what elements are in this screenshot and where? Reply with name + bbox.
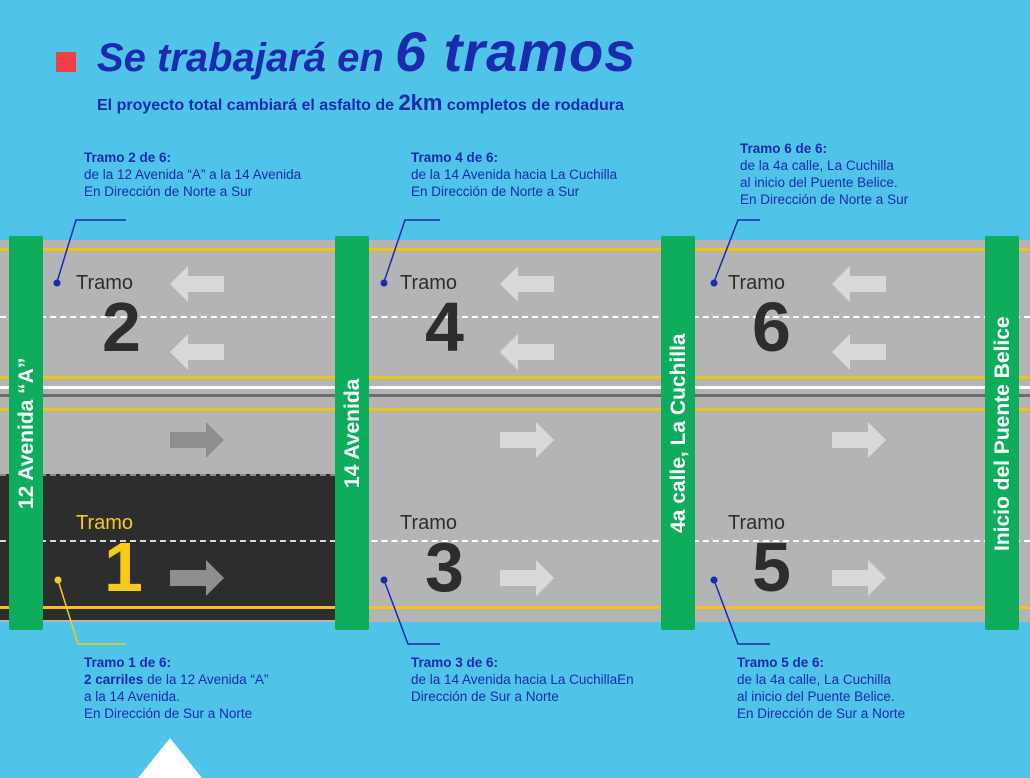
callout-line: al inicio del Puente Belice. — [737, 689, 895, 704]
callout-title: Tramo 3 de 6: — [411, 655, 499, 670]
callout-line: al inicio del Puente Belice. — [740, 175, 898, 190]
callout-title: Tramo 6 de 6: — [740, 141, 828, 156]
tramo-1-number: 1 — [104, 528, 143, 606]
callout-line: de la 14 Avenida hacia La CuchillaEn — [411, 672, 634, 687]
callout-tramo-4 — [411, 149, 617, 200]
callout-title: Tramo 1 de 6: — [84, 655, 172, 670]
callout-line: de la 4a calle, La Cuchilla — [740, 158, 894, 173]
title-highlight: 6 tramos — [394, 20, 637, 83]
subtitle-distance: 2km — [398, 90, 443, 115]
tramo-6-label: Tramo — [728, 272, 786, 294]
callout-line: En Dirección de Norte a Sur — [740, 192, 909, 207]
callout-title: Tramo 4 de 6: — [411, 150, 499, 165]
tramo-2-number: 2 — [102, 288, 141, 366]
street-marker-label: 14 Avenida — [341, 378, 364, 488]
callout-tramo-6 — [740, 140, 908, 208]
callout-line: En Dirección de Norte a Sur — [411, 184, 580, 199]
callout-line-rest: de la 12 Avenida “A” — [143, 672, 269, 687]
callout-line: En Dirección de Sur a Norte — [84, 706, 253, 721]
tramo-5-number: 5 — [752, 528, 791, 606]
callout-bold-prefix: 2 carriles — [84, 672, 144, 687]
callout-tramo-1 — [84, 654, 268, 722]
callout-tramo-5 — [737, 654, 905, 722]
subtitle-text-1: El proyecto total cambiará el asfalto de — [97, 97, 399, 114]
callout-tramo-3 — [411, 654, 634, 705]
subtitle-text-2: completos de rodadura — [442, 97, 624, 114]
street-marker-label: 12 Avenida “A” — [15, 357, 38, 509]
tramo-1-label: Tramo — [76, 512, 134, 534]
tramo-5-label: Tramo — [728, 512, 786, 534]
callout-title: Tramo 2 de 6: — [84, 150, 172, 165]
tramo-6-number: 6 — [752, 288, 791, 366]
tramo-4-label: Tramo — [400, 272, 458, 294]
street-marker-label: 4a calle, La Cuchilla — [667, 333, 690, 533]
callout-line: En Dirección de Sur a Norte — [737, 706, 906, 721]
tramo-2-label: Tramo — [76, 272, 134, 294]
callout-tramo-2 — [84, 149, 301, 200]
tramo-3-number: 3 — [425, 528, 464, 606]
callout-line: de la 4a calle, La Cuchilla — [737, 672, 891, 687]
callout-line: Dirección de Sur a Norte — [411, 689, 559, 704]
street-marker-label: Inicio del Puente Belice — [991, 316, 1014, 551]
callout-line: En Dirección de Norte a Sur — [84, 184, 253, 199]
callout-title: Tramo 5 de 6: — [737, 655, 825, 670]
callout-line: de la 12 Avenida “A” a la 14 Avenida — [84, 167, 302, 182]
tramo-3-label: Tramo — [400, 512, 458, 534]
white-triangle-decoration — [138, 738, 202, 778]
callout-line: a la 14 Avenida. — [84, 689, 180, 704]
tramo-4-number: 4 — [425, 288, 464, 366]
title-text: Se trabajará en — [97, 36, 395, 80]
callout-line: de la 14 Avenida hacia La Cuchilla — [411, 167, 618, 182]
callout-line — [84, 671, 268, 688]
